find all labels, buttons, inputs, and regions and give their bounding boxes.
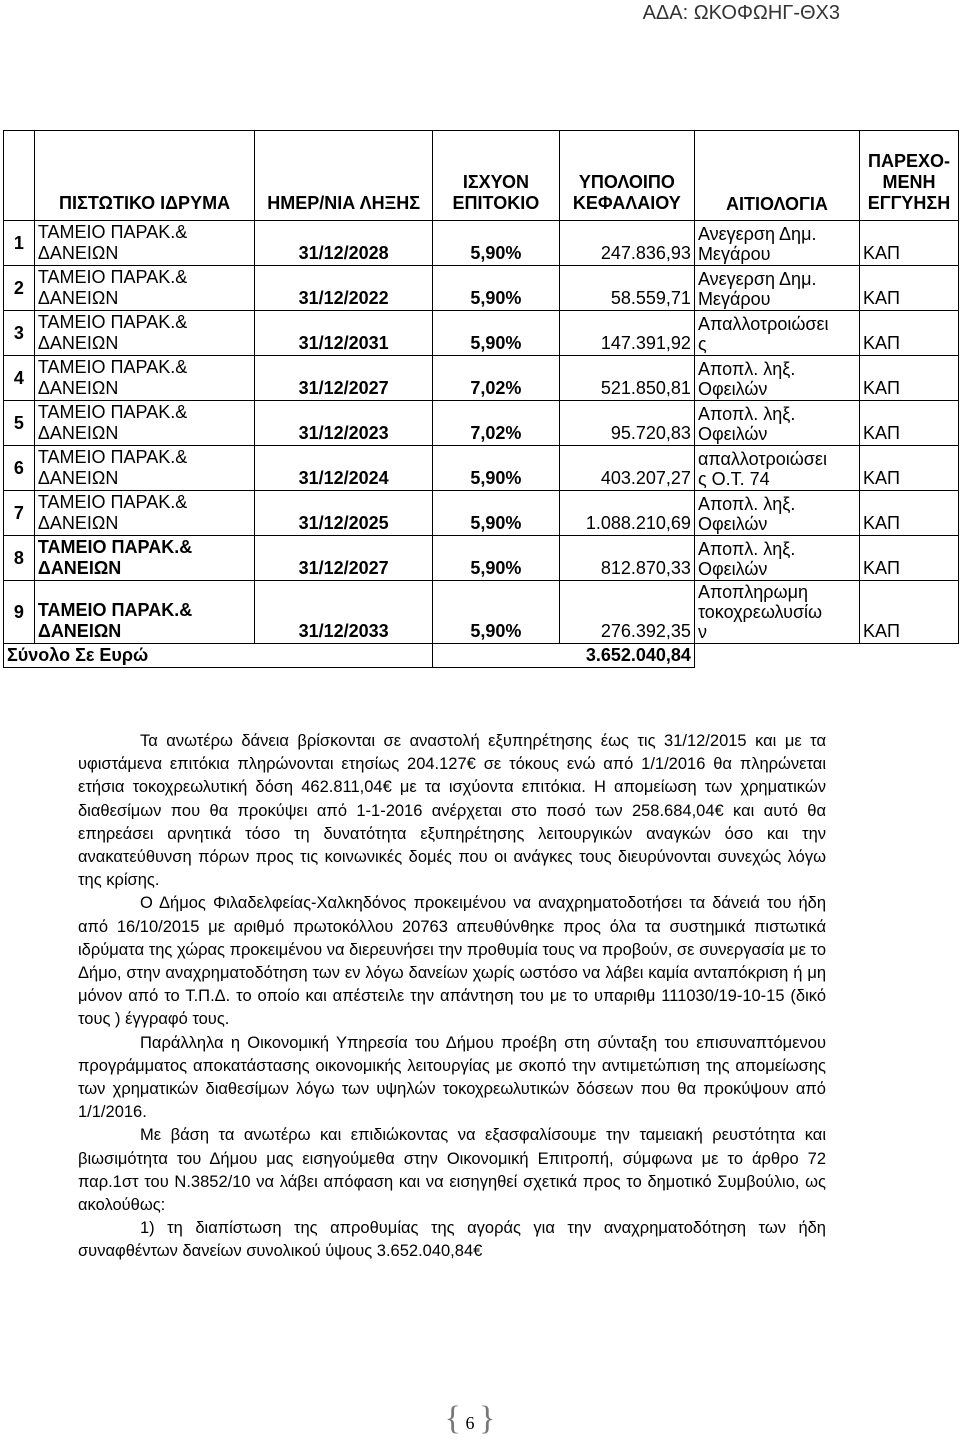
rate-cell: 5,90% [433,491,560,536]
paragraph: 1) τη διαπίστωση της απροθυμίας της αγοράς για την αναχρηματοδότηση των ήδη συναφθέντων δανείων συνολικού ύψους 3.652.040,84€ [78,1219,826,1261]
table-row [4,536,959,581]
ada-code: ΑΔΑ: ΩΚΟΦΩΗΓ-ΘΧ3 [642,2,840,24]
balance-cell: 276.392,35 [559,581,694,644]
table-row [4,356,959,401]
reason-line: Αποπλ. ληξ. [697,494,796,514]
table-row [4,581,959,644]
expiry-cell: 31/12/2027 [255,536,433,581]
total-empty-cell [859,644,958,668]
expiry-cell: 31/12/2027 [255,356,433,401]
header-reason: ΑΙΤΙΟΛΟΓΙΑ [694,131,859,221]
reason-line: Οφειλών [697,379,768,399]
page-number-value: 6 [465,1413,475,1433]
header-rate: ΙΣΧΥΟΝ ΕΠΙΤΟΚΙΟ [433,131,560,221]
balance-cell: 403.207,27 [559,446,694,491]
expiry-cell: 31/12/2025 [255,491,433,536]
guarantee-cell: ΚΑΠ [859,266,958,311]
institution-line: ΤΑΜΕΙΟ ΠΑΡΑΚ.& [37,312,188,332]
reason-cell [694,266,859,311]
guarantee-cell: ΚΑΠ [859,356,958,401]
reason-line: Μεγάρου [697,289,771,309]
row-number: 3 [4,311,35,356]
institution-line: ΤΑΜΕΙΟ ΠΑΡΑΚ.& [37,600,193,620]
table-row [4,491,959,536]
reason-cell [694,446,859,491]
institution-line: ΔΑΝΕΙΩΝ [37,558,122,578]
reason-line: Μεγάρου [697,244,771,264]
total-empty-cell [694,644,859,668]
balance-cell: 812.870,33 [559,536,694,581]
header-num [4,131,35,221]
reason-line: ς Ο.Τ. 74 [697,469,770,489]
institution-line: ΔΑΝΕΙΩΝ [37,333,119,353]
reason-line: Αποπλ. ληξ. [697,404,796,424]
guarantee-cell: ΚΑΠ [859,446,958,491]
institution-line: ΤΑΜΕΙΟ ΠΑΡΑΚ.& [37,537,193,557]
guarantee-cell: ΚΑΠ [859,581,958,644]
paragraph: Τα ανωτέρω δάνεια βρίσκονται σε αναστολή εξυπηρέτησης έως τις 31/12/2015 και με τα υφιστάμενα επιτόκια πληρώνονται ετησίως 204.127€ σε τόκους ενώ από 1/1/2016 θα πληρώνεται ετήσια τοκοχρεωλυτική δόση 462.811,04€ με τα ισχύοντα επιτόκια. Η απομείωση των χρηματικών διαθεσίμων που θα προκύψει από 1-1-2016 ανέρχεται στο ποσό των 258.684,04€ και αυτό θα επηρεάσει αρνητικά τόσο τη δυνατότητα εξυπηρέτησης λειτουργικών αναγκών όσο και την ανακατεύθυνση πόρων προς τις κοινωνικές δομές που οι ανάγκες τους διευρύνονται συνεχώς λόγω της κρίσης. [78,732,826,890]
rate-cell: 7,02% [433,356,560,401]
header-expiry: ΗΜΕΡ/ΝΙΑ ΛΗΞΗΣ [255,131,433,221]
reason-line: Αποπληρωμη [697,582,808,602]
reason-line: απαλλοτροιώσει [697,449,827,469]
expiry-cell: 31/12/2031 [255,311,433,356]
institution-line: ΔΑΝΕΙΩΝ [37,288,119,308]
institution-line: ΤΑΜΕΙΟ ΠΑΡΑΚ.& [37,267,188,287]
expiry-cell: 31/12/2023 [255,401,433,446]
institution-line: ΔΑΝΕΙΩΝ [37,621,122,641]
rate-cell: 5,90% [433,446,560,491]
rate-cell: 5,90% [433,266,560,311]
balance-cell: 521.850,81 [559,356,694,401]
guarantee-cell: ΚΑΠ [859,491,958,536]
reason-line: Αποπλ. ληξ. [697,359,796,379]
institution-line: ΤΑΜΕΙΟ ΠΑΡΑΚ.& [37,447,188,467]
institution-line: ΔΑΝΕΙΩΝ [37,243,119,263]
reason-cell [694,536,859,581]
total-row [4,644,959,668]
guarantee-cell: ΚΑΠ [859,221,958,266]
institution-cell [34,536,254,581]
institution-cell [34,401,254,446]
institution-line: ΔΑΝΕΙΩΝ [37,468,119,488]
table-header-row [4,131,959,221]
reason-cell [694,401,859,446]
institution-cell [34,311,254,356]
rate-cell: 5,90% [433,221,560,266]
reason-line: τοκοχρεωλυσίω [697,602,823,622]
header-institution: ΠΙΣΤΩΤΙΚΟ ΙΔΡΥΜΑ [34,131,254,221]
reason-line: ν [697,622,707,642]
row-number: 9 [4,581,35,644]
institution-cell [34,491,254,536]
balance-cell: 147.391,92 [559,311,694,356]
reason-line: Οφειλών [697,424,768,444]
rate-cell: 5,90% [433,581,560,644]
row-number: 4 [4,356,35,401]
total-value: 3.652.040,84 [559,644,694,668]
reason-cell [694,491,859,536]
institution-cell [34,581,254,644]
institution-cell [34,356,254,401]
rate-cell: 7,02% [433,401,560,446]
rate-cell: 5,90% [433,311,560,356]
balance-cell: 247.836,93 [559,221,694,266]
balance-cell: 95.720,83 [559,401,694,446]
balance-cell: 1.088.210,69 [559,491,694,536]
reason-cell [694,581,859,644]
page-number [420,1400,520,1438]
row-number: 8 [4,536,35,581]
total-label: Σύνολο Σε Ευρώ [4,644,433,668]
institution-line: ΤΑΜΕΙΟ ΠΑΡΑΚ.& [37,222,188,242]
expiry-cell: 31/12/2028 [255,221,433,266]
reason-line: ς [697,334,707,354]
row-number: 2 [4,266,35,311]
reason-line: Αποπλ. ληξ. [697,539,796,559]
institution-line: ΤΑΜΕΙΟ ΠΑΡΑΚ.& [37,402,188,422]
paragraph: Ο Δήμος Φιλαδελφείας-Χαλκηδόνος προκειμένου να αναχρηματοδοτήσει τα δάνειά του ήδη από 16/10/2015 με αριθμό πρωτοκόλλου 20763 απευθύνθηκε προς όλα τα συστημικά πιστωτικά ιδρύματα της χώρας προκειμένου να διερευνήσει την προθυμία τους να προβούν, σε συνεργασία με το Δήμο, στην αναχρηματοδότηση των εν λόγω δανείων χωρίς ωστόσο να λάβει καμία ανταπόκριση ή μη μόνον από το Τ.Π.Δ. το οποίο και απέστειλε την απάντηση του με το υπαριθμ 111030/19-10-15 (δικό τους ) έγγραφό τους. [78,894,826,1029]
reason-line: Ανεγερση Δημ. [697,269,817,289]
header-guarantee: ΠΑΡΕΧΟ-ΜΕΝΗ ΕΓΓΥΗΣΗ [859,131,958,221]
institution-line: ΔΑΝΕΙΩΝ [37,423,119,443]
reason-line: Απαλλοτροιώσει [697,314,829,334]
total-spacer [433,644,560,668]
header-balance: ΥΠΟΛΟΙΠΟ ΚΕΦΑΛΑΙΟΥ [559,131,694,221]
institution-cell [34,266,254,311]
table-row [4,401,959,446]
row-number: 1 [4,221,35,266]
rate-cell: 5,90% [433,536,560,581]
row-number: 5 [4,401,35,446]
expiry-cell: 31/12/2033 [255,581,433,644]
reason-cell [694,221,859,266]
institution-cell [34,221,254,266]
expiry-cell: 31/12/2022 [255,266,433,311]
table-row [4,446,959,491]
expiry-cell: 31/12/2024 [255,446,433,491]
loans-table-body [4,221,959,668]
paragraph: Με βάση τα ανωτέρω και επιδιώκοντας να εξασφαλίσουμε την ταμειακή ρευστότητα και βιωσιμότητα του Δήμου μας εισηγούμεθα στην Οικονομική Επιτροπή, σύμφωνα με το άρθρο 72 παρ.1στ του Ν.3852/10 να λάβει απόφαση και να εισηγηθεί σχετικά προς το δημοτικό Συμβούλιο, ως ακολούθως: [78,1126,826,1215]
institution-line: ΤΑΜΕΙΟ ΠΑΡΑΚ.& [37,357,188,377]
reason-cell [694,311,859,356]
reason-line: Οφειλών [697,514,768,534]
body-text [78,730,826,1264]
guarantee-cell: ΚΑΠ [859,536,958,581]
reason-cell [694,356,859,401]
institution-line: ΔΑΝΕΙΩΝ [37,378,119,398]
table-row [4,221,959,266]
row-number: 7 [4,491,35,536]
loans-table [3,130,959,668]
reason-line: Ανεγερση Δημ. [697,224,817,244]
institution-line: ΤΑΜΕΙΟ ΠΑΡΑΚ.& [37,492,188,512]
institution-cell [34,446,254,491]
right-brace-icon: } [479,1400,496,1437]
left-brace-icon: { [444,1400,461,1437]
reason-line: Οφειλών [697,559,768,579]
row-number: 6 [4,446,35,491]
institution-line: ΔΑΝΕΙΩΝ [37,513,119,533]
paragraph: Παράλληλα η Οικονομική Υπηρεσία του Δήμου προέβη στη σύνταξη του επισυναπτόμενου προγράμματος αποκατάστασης οικονομικής λειτουργίας με σκοπό την αντιμετώπιση της απομείωσης των χρηματικών διαθεσίμων λόγω των υψηλών τοκοχρεωλυτικών δόσεων που θα προκύψουν από 1/1/2016. [78,1033,826,1122]
table-row [4,311,959,356]
guarantee-cell: ΚΑΠ [859,401,958,446]
guarantee-cell: ΚΑΠ [859,311,958,356]
table-row [4,266,959,311]
balance-cell: 58.559,71 [559,266,694,311]
